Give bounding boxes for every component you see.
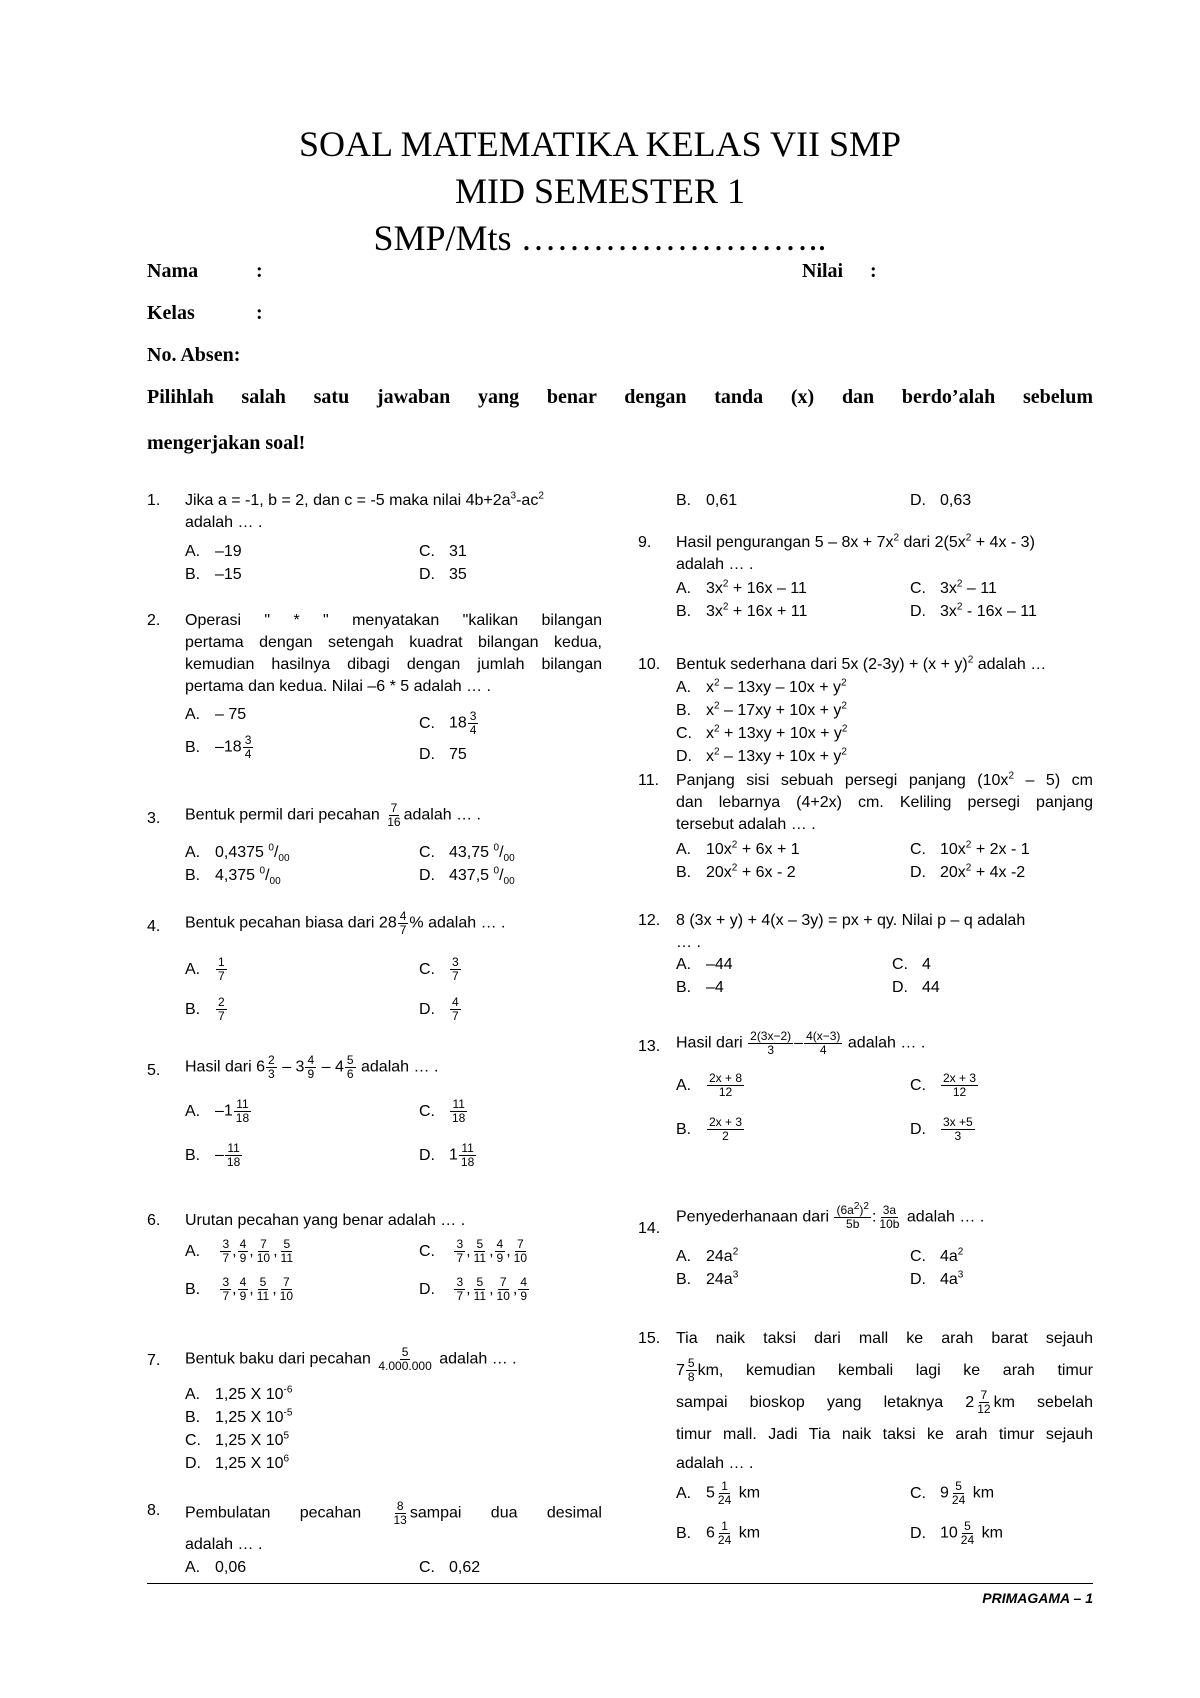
right-column: B. 0,61 D. 0,63 9. Hasil pengurangan $5 - 8x + 7x^2$ dari $2(5x^2 + 4x - 3)$ adalah … . A. $3x^2 + 16x - 11$ B. $3x^2 + 16x + 11$ C. $3x^2 - 11$ D. $3x^2 - 16x - 11$ 10. Bentuk sederhana dari 5x $(2-3y) + (x + y)^2$ adalah … A. $x^2 - 13xy - 10x + y^2$ B. $x^2 - 17xy + 10x + y^2$ C. $x^2 + 13xy + 10x + y^2$ D. $x^2 - 13xy + 10x + y^2$ 11. Panjang sisi sebuah persegi panjang $(10x^2 - 5)$ cm dan lebarnya (4+2x) cm. Keliling persegi panjang tersebut adalah … . A. $10x^2 + 6x + 1$ B. $20x^2 + 6x - 2$ C. $10x^2 + 2x - 1$ D. $20x^2 + 4x$ -2 12. 8 (3x + y) + 4(x – 3y) = px + qy. Nilai p – q adalah … . A. –44 B. –4 C. 4 D. 44 13. Hasil dari $\frac{2(3x-2)}{3}$ – $\frac{4(x-3)}{4}$ adalah … . A. $\frac{2x + 8}{12}$ B. $\frac{2x + 3}{2}$ C. $\frac{2x + 3}{12}$ D. $\frac{3x +5}{3}$ 14. Penyederhanaan dari $\frac{(6a^2)^2}{5b}$ : $\frac{3a}{10b}$ adalah … . A. $24a^2$ B. $24a^3$ C. $4a^2$ D. $4a^3$ 15. Tia naik taksi dari mall ke arah barat sejauh 7 $\frac{5}{8}$ km, kemudian kembali lagi ke arah timur sampai bioskop yang letaknya 2 $\frac{7}{12}$ km sebelah timur mall. Jadi Tia naik taksi ke arah timur sejauh adalah … . A. 5 $\frac{1}{24}$ km B. 6 $\frac{1}{24}$ km C. 9 $\frac{5}{24}$ km D. 10 $\frac{5}{24}$ km <box>638 492 1094 1547</box>
nilai-colon: : <box>870 260 877 282</box>
nama-colon: : <box>256 260 263 282</box>
doc-subtitle: MID SEMESTER 1 <box>454 171 746 211</box>
kelas-colon: : <box>256 302 263 324</box>
school-line: SMP/Mts …………………….. <box>373 218 827 258</box>
nama-label: Nama <box>147 260 199 282</box>
kelas-label: Kelas <box>147 302 195 324</box>
doc-title: SOAL MATEMATIKA KELAS VII SMP <box>298 124 902 164</box>
absen-label: No. Absen: <box>147 344 241 366</box>
footer-divider <box>147 1583 1093 1584</box>
nilai-label: Nilai <box>802 260 844 282</box>
footer-brand: PRIMAGAMA – 1 <box>982 1590 1093 1606</box>
instruction: Pilihlah salah satu jawaban yang benar dengan tanda (x) dan berdo’alah sebelum mengerjakan soal! <box>147 386 1093 454</box>
left-column: 1. Jika a = -1, b = 2, dan c = -5 maka nilai $4b+2a^3-ac^2$ adalah … . A. –19 B. –15 C. 31 D. 35 2. Operasi " * " menyatakan "kalikan bilangan pertama dengan setengah kuadrat bilangan kedua, kemudian hasilnya dibagi dengan jumlah bilangan pertama dan kedua. Nilai –6 * 5 adalah … . A. – 75 B. –18 $\frac{3}{4}$ C. 18 $\frac{3}{4}$ D. 75 3. Bentuk permil dari pecahan $\frac{7}{16}$ adalah … . A. 0,4375 $^0/_{00}$ B. 4,375 $^0/_{00}$ C. 43,75 $^0/_{00}$ D. 437,5 $^0/_{00}$ 4. Bentuk pecahan biasa dari 28 $\frac{4}{7}$ % adalah … . A. $\frac{1}{7}$ B. $\frac{2}{7}$ C. $\frac{3}{7}$ D. $\frac{4}{7}$ 5. Hasil dari 6 $\frac{2}{3}$ – 3 $\frac{4}{9}$ – 4 $\frac{5}{6}$ adalah … . A. –1 $\frac{11}{18}$ B. – $\frac{11}{18}$ C. $\frac{11}{18}$ D. 1 $\frac{11}{18}$ 6. Urutan pecahan yang benar adalah … . A. $\frac{3}{7}$ , $\frac{4}{9}$ , $\frac{7}{10}$ , $\frac{5}{11}$ B. $\frac{3}{7}$ , $\frac{4}{9}$ , $\frac{5}{11}$ , $\frac{7}{10}$ C. $\frac{3}{7}$ , $\frac{5}{11}$ , $\frac{4}{9}$ , $\frac{7}{10}$ D. $\frac{3}{7}$ , $\frac{5}{11}$ , $\frac{7}{10}$ , $\frac{4}{9}$ 7. Bentuk baku dari pecahan $\frac{5}{4.000.000}$ adalah … . A. 1,25 X $10^{-6}$ B. 1,25 X $10^{-5}$ C. 1,25 X $10^5$ D. 1,25 X $10^6$ 8. Pembulatan pecahan $\frac{8}{13}$ sampai dua desimal adalah … . A. 0,06 C. 0,62 <box>147 490 602 1576</box>
